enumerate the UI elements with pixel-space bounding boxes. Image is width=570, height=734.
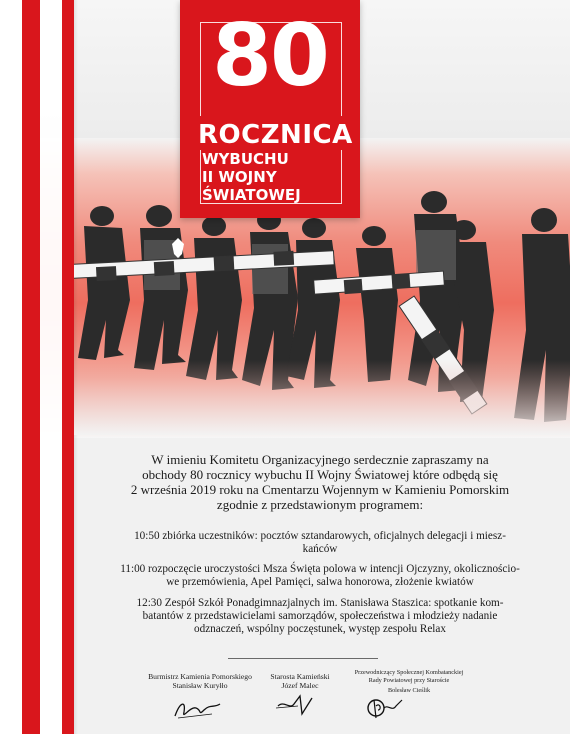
invitation-intro <box>80 452 560 512</box>
intro-line: 2 września 2019 roku na Cmentarzu Wojennym w Kamieniu Pomorskim <box>130 482 510 497</box>
handwritten-signature-1 <box>172 696 222 722</box>
flag-stripe-white-2 <box>40 0 62 734</box>
handwritten-signature-3 <box>366 694 406 724</box>
handwritten-signature-2 <box>272 690 320 720</box>
title-box <box>180 0 360 218</box>
title-swiatowej: ŚWIATOWEJ <box>202 186 301 204</box>
program-item-1230-cont-2: odznaczeń, wspólny poczęstunek, występ zespołu Relax <box>194 623 446 635</box>
intro-line: W imieniu Komitetu Organizacyjnego serdecznie zapraszamy na <box>151 452 489 467</box>
signature-title: Przewodniczący Społecznej Kombatanckiej <box>354 669 464 676</box>
intro-line: obchody 80 rocznicy wybuchu II Wojny Światowej które odbędą się <box>142 467 498 482</box>
soldiers-photo-illustration <box>74 180 570 435</box>
intro-line: zgodnie z przedstawionym programem: <box>216 497 424 512</box>
signature-title-2: Rady Powiatowej przy Staroście <box>368 676 450 684</box>
title-rocznica: ROCZNICA <box>198 120 353 150</box>
flag-stripe-red <box>22 0 40 734</box>
signature-mayor <box>140 672 260 690</box>
program-item-1050-cont: kańców <box>302 543 338 555</box>
anniversary-number: 80 <box>212 6 328 106</box>
flag-stripe-red-2 <box>62 0 74 734</box>
signature-name: Stanisław Kuryłło <box>172 681 228 690</box>
program-item-1230: 12:30 Zespół Szkół Ponadgimnazjalnych im. Stanisława Staszica: spotkanie kom- <box>136 597 504 609</box>
program-item-1050: 10:50 zbiórka uczestników: pocztów sztandarowych, oficjalnych delegacji i miesz- <box>134 530 506 542</box>
program-item-1100-cont: we przemówienia, Apel Pamięci, salwa honorowa, złożenie kwiatów <box>166 576 474 588</box>
signature-title: Burmistrz Kamienia Pomorskiego <box>148 672 252 681</box>
signature-divider <box>228 658 378 659</box>
program-item-1230-cont: batantów z przedstawicielami samorządów, społeczeństwa i młodzieży nadanie <box>142 610 498 622</box>
signature-chairman <box>334 669 484 695</box>
signature-name: Bolesław Cieślik <box>387 687 431 694</box>
signature-title: Starosta Kamieński <box>270 672 330 681</box>
title-wybuchu: WYBUCHU <box>202 150 289 168</box>
title-wojny: II WOJNY <box>202 168 277 186</box>
signature-name: Józef Malec <box>281 681 319 690</box>
program-item-1100: 11:00 rozpoczęcie uroczystości Msza Święta polowa w intencji Ojczyzny, okolicznościo- <box>120 563 520 575</box>
historical-photo <box>74 180 570 435</box>
flag-stripe-white <box>0 0 22 734</box>
